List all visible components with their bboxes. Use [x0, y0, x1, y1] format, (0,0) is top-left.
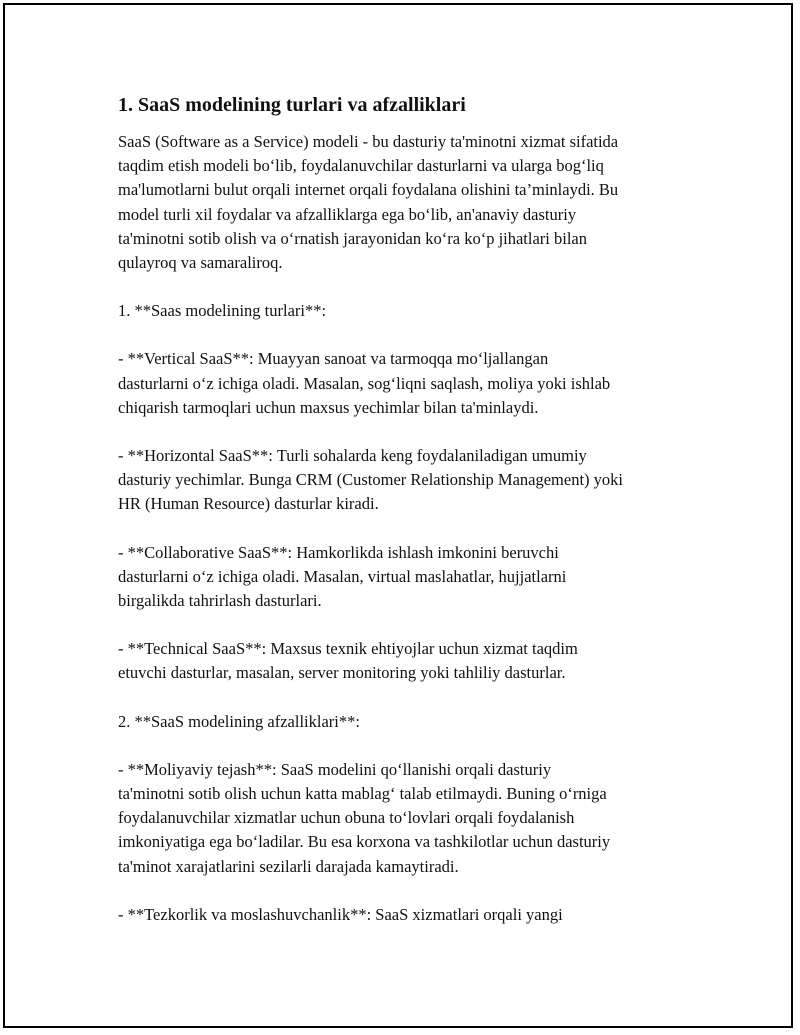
- paragraph-spacer: [118, 275, 688, 299]
- intro-paragraph: SaaS (Software as a Service) modeli - bu dasturiy ta'minotni xizmat sifatida taqdim etish modeli bo‘lib, foydalanuvchilar dasturlarni va ularga bog‘liq ma'lumotlarni bulut orqali internet orqali foydalana olishini ta’minlaydi. Bu model turli xil foydalar va afzalliklarga ega bo‘lib, an'anaviy dasturiy ta'minotni sotib olish va o‘rnatish jarayonidan ko‘ra ko‘p jihatlari bilan qulayroq va samaraliroq.: [118, 132, 619, 273]
- paragraph-spacer: [118, 734, 688, 758]
- document-body: [118, 92, 688, 927]
- list-item-speed-flexibility: - **Tezkorlik va moslashuvchanlik**: SaaS xizmatlari orqali yangi: [118, 904, 563, 924]
- section-2-heading: 2. **SaaS modelining afzalliklari**:: [118, 711, 360, 731]
- section-1-heading: 1. **Saas modelining turlari**:: [118, 301, 327, 321]
- paragraph-spacer: [118, 879, 688, 903]
- paragraph-spacer: [118, 686, 688, 710]
- list-item-financial-savings: - **Moliyaviy tejash**: SaaS modelini qo‘llanishi orqali dasturiy ta'minotni sotib olish uchun katta mablag‘ talab etilmaydi. Buning o‘rniga foydalanuvchilar xizmatlar uchun obuna to‘lovlari orqali foydalanish imkoniyatiga ega bo‘ladilar. Bu esa korxona va tashkilotlar uchun dasturiy ta'minot xarajatlarini sezilarli darajada kamaytiradi.: [118, 759, 611, 876]
- list-item-horizontal-saas: - **Horizontal SaaS**: Turli sohalarda keng foydalaniladigan umumiy dasturiy yechimlar. Bunga CRM (Customer Relationship Management) yoki HR (Human Resource) dasturlar kiradi.: [118, 446, 624, 514]
- list-item-vertical-saas: - **Vertical SaaS**: Muayyan sanoat va tarmoqqa mo‘ljallangan dasturlarni o‘z ichiga oladi. Masalan, sog‘liqni saqlash, moliya yoki ishlab chiqarish tarmoqlari uchun maxsus yechimlar bilan ta'minlaydi.: [118, 349, 611, 417]
- paragraph-spacer: [118, 323, 688, 347]
- document-title: 1. SaaS modelining turlari va afzalliklari: [118, 94, 466, 116]
- list-item-technical-saas: - **Technical SaaS**: Maxsus texnik ehtiyojlar uchun xizmat taqdim etuvchi dasturlar, masalan, server monitoring yoki tahliliy dasturlar.: [118, 639, 578, 683]
- paragraph-spacer: [118, 517, 688, 541]
- list-item-collaborative-saas: - **Collaborative SaaS**: Hamkorlikda ishlash imkonini beruvchi dasturlarni o‘z ichiga oladi. Masalan, virtual maslahatlar, hujjatlarni birgalikda tahrirlash dasturlari.: [118, 542, 567, 611]
- paragraph-spacer: [118, 613, 688, 637]
- paragraph-spacer: [118, 420, 688, 444]
